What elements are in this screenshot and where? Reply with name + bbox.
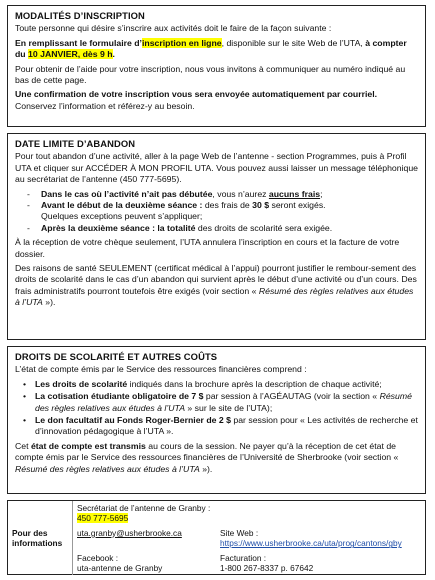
- facebook-label: Facebook :: [77, 552, 119, 563]
- item1-punct: ;: [320, 188, 323, 199]
- contact-footer: [7, 500, 426, 575]
- facebook-cell: [73, 551, 217, 576]
- item3-end: des droits de scolarité sera exigée.: [195, 222, 333, 233]
- list-item: [41, 200, 419, 223]
- list-item: [41, 189, 419, 200]
- donation-bold: Le don facultatif au Fonds Roger-Bernier de 2 $: [35, 415, 231, 426]
- confirmation-bold: Une confirmation de votre inscription vous sera envoyée automatiquement par courriel.: [15, 89, 378, 100]
- web-cell: [216, 526, 425, 551]
- statement-lead: Cet: [15, 440, 31, 451]
- fees-section: [7, 346, 426, 494]
- tuition-text: indiqués dans la brochure après la description de chaque activité;: [127, 378, 382, 389]
- inscription-method-end: .: [112, 49, 115, 60]
- inscription-method: [15, 38, 419, 61]
- abandon-intro: Pour tout abandon d’une activité, aller à la page Web de l’antenne - section Programmes, puis à Profil UTA et cliquer sur ACCÉDER À MON PROFIL UTA. Vous pouvez aussi laisser un message téléphonique au secrétariat de l’antenne (450 777-5695).: [15, 151, 419, 185]
- inscription-confirmation: [15, 89, 419, 112]
- statement-end: »).: [199, 463, 213, 474]
- list-item: [35, 379, 419, 390]
- website-link[interactable]: https://www.usherbrooke.ca/uta/prog/cantons/gby: [220, 538, 402, 549]
- contact-label: Pour des informations: [8, 501, 73, 575]
- start-date-highlight: 10 JANVIER, dès 9 h: [28, 49, 113, 60]
- email-link[interactable]: uta.granby@usherbrooke.ca: [77, 527, 182, 538]
- email-cell: [73, 526, 217, 551]
- online-registration-highlight: inscription en ligne: [141, 37, 222, 48]
- phone-number[interactable]: 450 777-5695: [77, 513, 129, 524]
- fees-statement: [15, 441, 419, 475]
- fees-heading: DROITS DE SCOLARITÉ ET AUTRES COÛTS: [15, 351, 218, 362]
- item2-mid: des frais de: [202, 200, 253, 211]
- fees-intro: L’état de compte émis par le Service des ressources financières comprend :: [15, 364, 307, 375]
- inscription-heading: MODALITÉS D’INSCRIPTION: [15, 10, 145, 21]
- fees-list: [15, 379, 419, 438]
- abandon-section: [7, 133, 426, 340]
- abandon-heading: DATE LIMITE D’ABANDON: [15, 138, 136, 149]
- inscription-method-mid: , disponible sur le site Web de l’UTA,: [221, 37, 366, 48]
- list-item: [35, 391, 419, 414]
- item2-end: seront exigés.: [269, 200, 326, 211]
- secretariat-cell: [73, 501, 217, 526]
- student-fee-rules-ref: Résumé des règles relatives aux études à l’UTA: [35, 391, 412, 413]
- abandon-health: [15, 263, 419, 309]
- list-item: [35, 415, 419, 438]
- billing-phone[interactable]: 1-800 267-8337 p. 67642: [220, 563, 314, 574]
- donation-text: par session pour « Les activités de recherche et d’innovation pédagogique à l’UTA ».: [35, 415, 418, 437]
- web-label: Site Web :: [220, 527, 259, 538]
- facebook-page[interactable]: uta-antenne de Granby: [77, 563, 163, 574]
- empty-cell: [216, 501, 425, 526]
- abandon-cheque: À la réception de votre chèque seulement, l’UTA annulera l’inscription en cours et la facture de votre dossier.: [15, 237, 400, 259]
- item3-bold: Après la deuxième séance : la totalité: [41, 222, 196, 233]
- inscription-intro: Toute personne qui désire s’inscrire aux activités doit le faire de la façon suivante :: [15, 23, 332, 34]
- inscription-start-label: à compter du: [15, 37, 407, 60]
- student-fee-text: par session à l’AGÉAUTAG (voir la section «: [203, 391, 380, 402]
- statement-bold: état de compte est transmis: [30, 440, 146, 451]
- fee-amount: 30 $: [252, 200, 270, 211]
- item1-bold: Dans le cas où l’activité n’ait pas débutée: [41, 188, 213, 199]
- inscription-help: Pour obtenir de l’aide pour votre inscription, nous vous invitons à communiquer au numéro indiqué au bas de cette page.: [15, 63, 406, 86]
- item1-mid: , vous n’aurez: [212, 188, 269, 199]
- list-item: [41, 223, 419, 234]
- student-fee-end: » sur le site de l’UTA);: [185, 402, 273, 413]
- item2-exceptions: Quelques exceptions peuvent s’appliquer;: [41, 211, 203, 222]
- no-fee-text: aucuns frais: [268, 188, 321, 199]
- item2-bold: Avant le début de la deuxième séance :: [41, 200, 203, 211]
- statement-rules-ref: Résumé des règles relatives aux études à l’UTA: [15, 463, 200, 474]
- tuition-bold: Les droits de scolarité: [35, 378, 128, 389]
- inscription-section: [7, 5, 426, 127]
- billing-cell: [216, 551, 425, 576]
- health-end: »).: [42, 297, 56, 308]
- billing-label: Facturation :: [220, 552, 267, 563]
- student-fee-bold: La cotisation étudiante obligatoire de 7 $: [35, 391, 204, 402]
- abandon-fee-list: [15, 189, 419, 235]
- contact-table: [8, 501, 425, 575]
- health-rules-ref: Résumé des règles relatives aux études à l’UTA: [15, 285, 414, 308]
- statement-text: au cours de la session. Ne payer qu’à la réception de cet état de compte émis par le Service des ressources financières de l’Université de Sherbrooke (voir section «: [15, 440, 399, 463]
- secretariat-label: Secrétariat de l’antenne de Granby :: [77, 503, 211, 513]
- confirmation-rest: Conservez l’information et référez-y au besoin.: [15, 100, 195, 111]
- inscription-method-lead: En remplissant le formulaire d’: [15, 37, 142, 48]
- health-text: Des raisons de santé SEULEMENT (certificat médical à l’appui) pourront justifier le rembour-sement des droits de scolarité dans le cas d’un abandon qui survient après le début d’une activité ou d’un cours. Des frais administratifs pourront toutefois être exigés (voir section «: [15, 263, 417, 296]
